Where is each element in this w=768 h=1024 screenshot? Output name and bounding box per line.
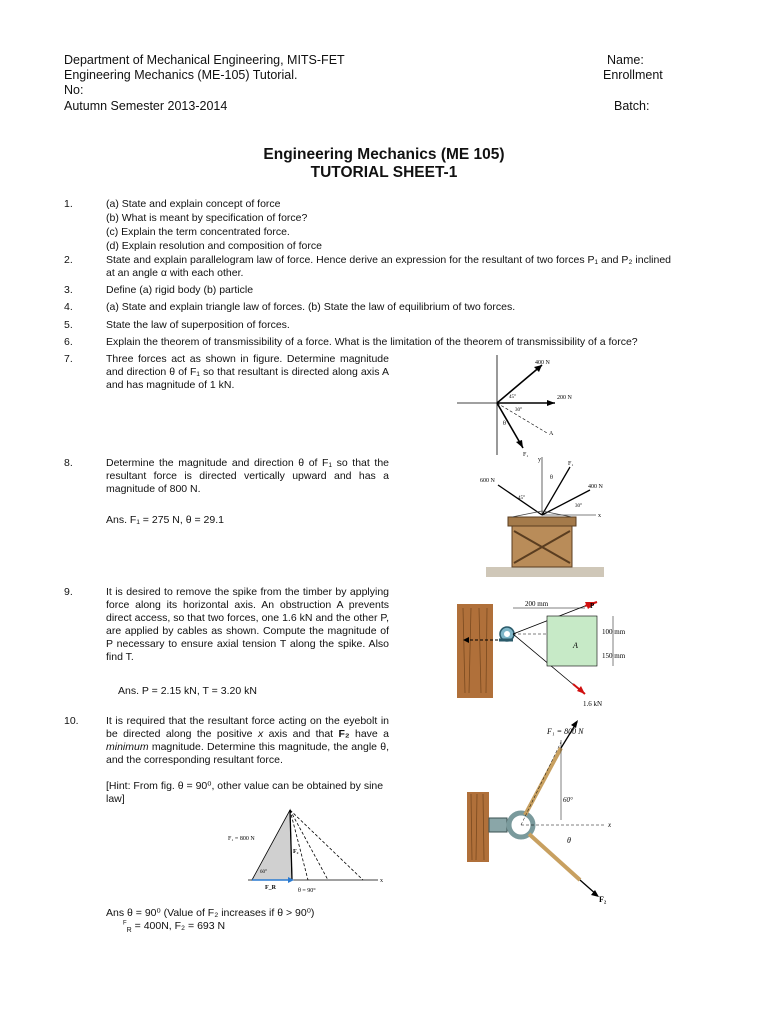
q8-x-axis: x [598, 513, 601, 519]
q8-f600-label: 600 N [480, 478, 495, 484]
q10-theta: θ [567, 836, 571, 845]
q10-f1-label: F₁ = 800 N [547, 727, 584, 736]
q10-x-axis: x [608, 821, 612, 829]
name-label: Name: [607, 53, 644, 67]
q2-number: 2. [64, 254, 73, 266]
enrollment-label: Enrollment [603, 68, 663, 82]
q8-f400-label: 400 N [588, 484, 603, 490]
q1-b: (b) What is meant by specification of force? [106, 212, 308, 224]
q7-f1-label: F₁ [523, 452, 529, 458]
q9-p-label: P [590, 602, 595, 610]
figure-q10-eyebolt [465, 720, 625, 905]
q9-100mm: 100 mm [602, 628, 626, 636]
q9-text: It is desired to remove the spike from the timber by applying force along its horizontal axis. An obstruction A prevents direct access, so that two forces, one 1.6 kN and the other P, are applied by cables as shown. Compute the magnitude of P necessary to ensure axial tension T along the spike. Also find T. [106, 586, 389, 663]
q8-text: Determine the magnitude and direction θ of F₁ so that the resultant force is directed vertically upward and has a magnitude of 800 N. [106, 457, 389, 495]
q10-number: 10. [64, 715, 79, 727]
q10b-angle60: 60° [260, 870, 267, 875]
q8-f1-label: F₁ [568, 461, 574, 467]
semester-line: Autumn Semester 2013-2014 [64, 99, 228, 113]
q3-number: 3. [64, 284, 73, 296]
q10b-f1-label: F₁ = 800 N [228, 836, 255, 842]
q8-theta: θ [550, 475, 553, 481]
q1-d: (d) Explain resolution and composition of force [106, 240, 322, 252]
q10b-f2-label: F₂ [293, 849, 299, 855]
q9-number: 9. [64, 586, 73, 598]
q8-number: 8. [64, 457, 73, 469]
q6-text: Explain the theorem of transmissibility of a force. What is the limitation of the theorem of transmissibility of a force? [106, 336, 638, 348]
q8-y-axis: y [538, 457, 541, 463]
q8-angle30: 30° [575, 504, 582, 509]
q9-200mm: 200 mm [525, 600, 549, 608]
figure-q7 [455, 355, 605, 460]
no-label: No: [64, 83, 84, 97]
q9-answer: Ans. P = 2.15 kN, T = 3.20 kN [118, 685, 257, 697]
q1-c: (c) Explain the term concentrated force. [106, 226, 290, 238]
q10-answer2: $^F_R$ = 400N, F₂ = 693 N [123, 920, 226, 935]
batch-label: Batch: [614, 99, 650, 113]
q10-text: It is required that the resultant force acting on the eyebolt in be directed along the positive x axis and that F₂ have a minimum magnitude. Determine this magnitude, the angle θ, and the corresponding resultant force. [106, 715, 390, 766]
sheet-subtitle: TUTORIAL SHEET-1 [310, 164, 458, 181]
q7-f400-label: 400 N [535, 360, 550, 366]
department-line: Department of Mechanical Engineering, MITS-FET [64, 53, 345, 67]
q2-text: State and explain parallelogram law of force. Hence derive an expression for the resultant of two forces P₁ and P₂ inclined at an angle α with each other. [106, 254, 672, 279]
sheet-title: Engineering Mechanics (ME 105) [263, 146, 505, 163]
q5-text: State the law of superposition of forces. [106, 319, 290, 331]
q9-16kn: 1.6 kN [583, 700, 603, 708]
q10b-x-axis: x [380, 878, 383, 884]
q7-angle45: 45° [509, 395, 516, 400]
q10-hint: [Hint: From fig. θ = 90⁰, other value can be obtained by sine law] [106, 780, 384, 805]
q5-number: 5. [64, 319, 73, 331]
q7-axis-a: A [549, 431, 554, 437]
q8-angle45: 45° [518, 496, 525, 501]
q7-f200-label: 200 N [557, 395, 572, 401]
q9-obstruction-a: A [573, 641, 578, 650]
q4-number: 4. [64, 301, 73, 313]
q10-answer1: Ans θ = 90⁰ (Value of F₂ increases if θ > 90⁰) [106, 907, 315, 919]
q7-theta: θ [503, 421, 506, 427]
course-line: Engineering Mechanics (ME-105) Tutorial. [64, 68, 298, 82]
figure-q9 [455, 598, 630, 710]
q9-150mm: 150 mm [602, 652, 626, 660]
q7-angle30: 30° [515, 408, 522, 413]
q10b-fr-label: F_R [265, 885, 276, 891]
q1-a: (a) State and explain concept of force [106, 198, 281, 210]
q1-number: 1. [64, 198, 73, 210]
q10-angle60: 60° [563, 796, 573, 804]
q10b-theta: θ = 90° [298, 888, 316, 893]
figure-q10-triangle [218, 805, 388, 893]
q7-text: Three forces act as shown in figure. Determine magnitude and direction θ of F₁ so that resultant is directed along axis A and has magnitude of 1 kN. [106, 353, 389, 391]
q6-number: 6. [64, 336, 73, 348]
figure-q8 [478, 455, 618, 580]
q7-number: 7. [64, 353, 73, 365]
q8-answer: Ans. F₁ = 275 N, θ = 29.1 [106, 514, 224, 526]
q3-text: Define (a) rigid body (b) particle [106, 284, 254, 296]
q10-f2-label: F₂ [599, 895, 607, 904]
q4-text: (a) State and explain triangle law of forces. (b) State the law of equilibrium of two forces. [106, 301, 516, 313]
